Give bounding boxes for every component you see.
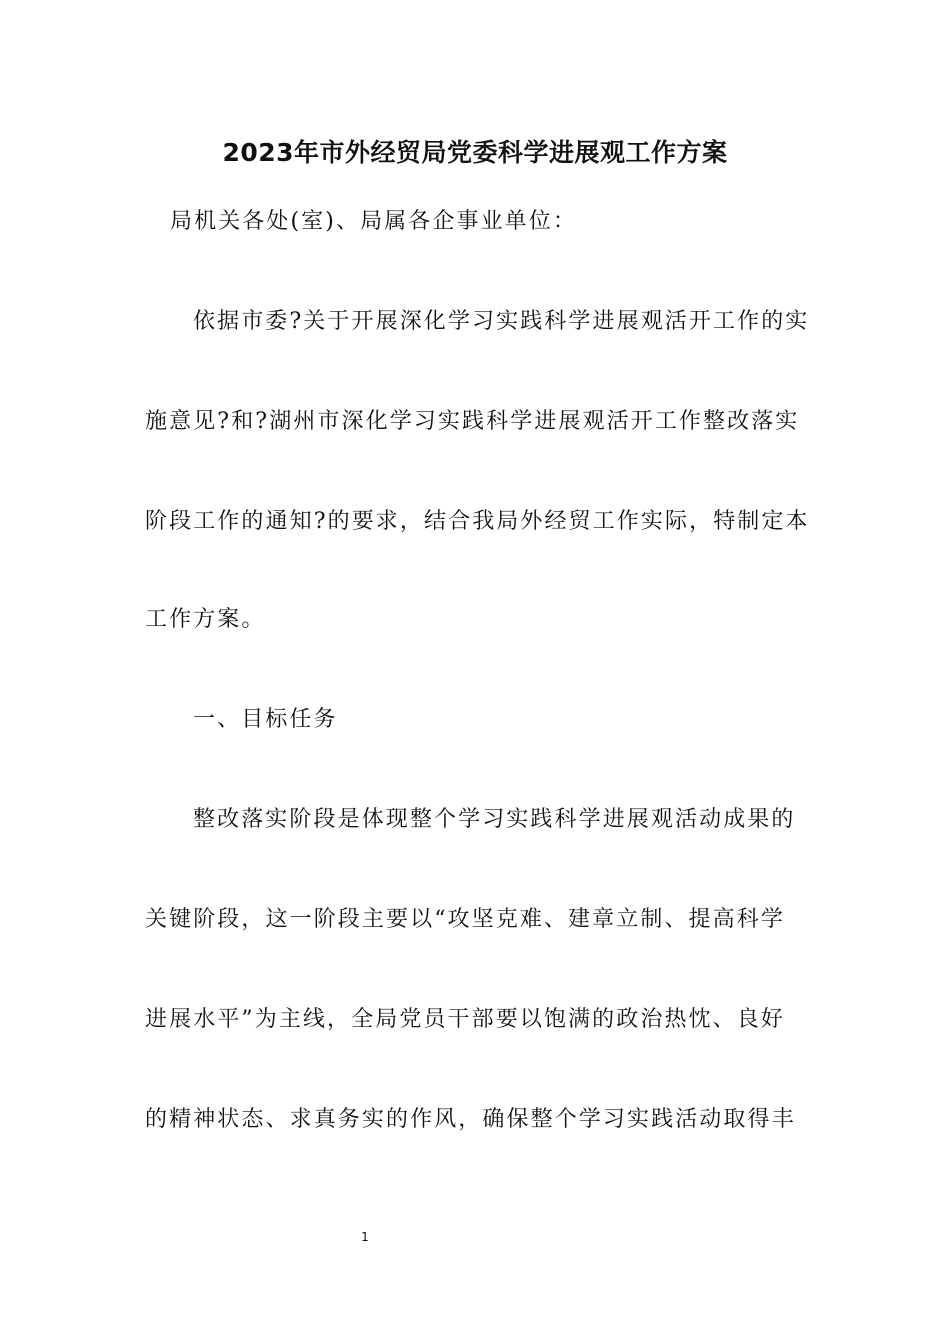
paragraph-1-line-1: 依据市委?关于开展深化学习实践科学进展观活开工作的实 xyxy=(193,309,810,334)
salutation: 局机关各处(室)、局属各企事业单位： xyxy=(170,209,577,234)
paragraph-2-line-4: 的精神状态、求真务实的作风，确保整个学习实践活动取得丰 xyxy=(145,1107,796,1132)
page-title: 2023年市外经贸局党委科学进展观工作方案 xyxy=(222,138,728,167)
paragraph-2-line-2: 关键阶段，这一阶段主要以“攻坚克难、建章立制、提高科学 xyxy=(145,907,785,932)
paragraph-2-line-3: 进展水平”为主线，全局党员干部要以饱满的政治热忱、良好 xyxy=(145,1007,785,1032)
paragraph-2-line-1: 整改落实阶段是体现整个学习实践科学进展观活动成果的 xyxy=(193,807,796,832)
page-number: 1 xyxy=(361,1230,369,1244)
section-1-heading: 一、目标任务 xyxy=(193,707,338,732)
paragraph-1-line-2: 施意见?和?湖州市深化学习实践科学进展观活开工作整改落实 xyxy=(145,409,800,434)
paragraph-1-line-4: 工作方案。 xyxy=(145,607,266,632)
paragraph-1-line-3: 阶段工作的通知?的要求，结合我局外经贸工作实际，特制定本 xyxy=(145,509,810,534)
